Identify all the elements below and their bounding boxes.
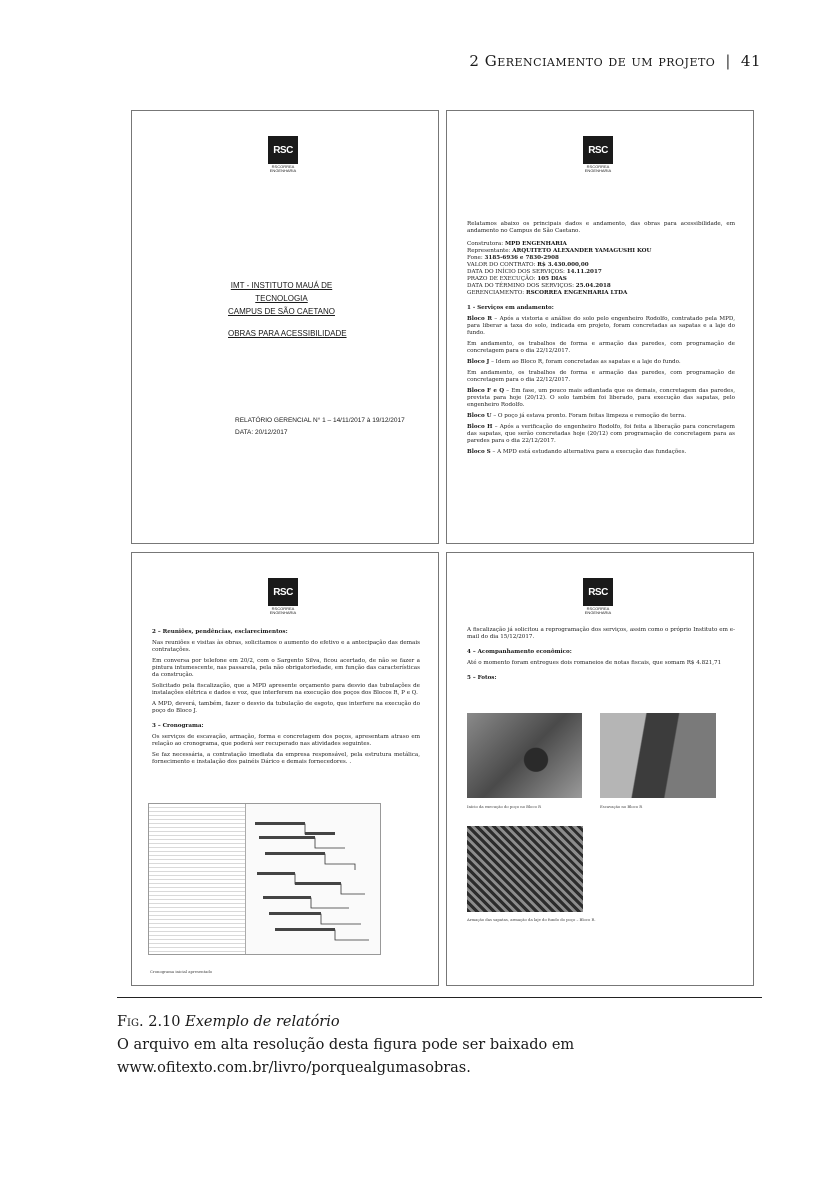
contract-field [467,241,735,248]
service-items [467,316,735,456]
report-date: DATA: 20/12/2017 [235,429,288,436]
construction-photo [467,713,582,798]
contract-field [467,269,735,276]
rsc-logo [583,136,613,174]
service-item [467,424,735,445]
cover-title-line: IMT - INSTITUTO MAUÁ DE [230,281,333,290]
logo-subtitle: RSCORREA ENGENHARIA [269,606,297,615]
field-value: 105 DIAS [537,276,567,282]
cover-subtitle: OBRAS PARA ACESSIBILIDADE [228,329,347,338]
contract-field [467,283,735,290]
field-label: PRAZO DE EXECUÇÃO: [467,276,536,282]
service-item [467,359,735,366]
cover-title-line: CAMPUS DE SÃO CAETANO [228,307,335,316]
item-text: – Após a verificação do engenheiro Rodolfo, foi feita a liberação para concretagem das sapatas, que serão concretadas hoje (20/12) com programação de concretagem para as paredes para o dia 22/12/2017. [467,424,735,444]
field-label: VALOR DO CONTRATO: [467,262,536,268]
figure-label: Fig. 2.10 [117,1014,181,1030]
logo-mark: RSC [268,578,298,606]
paragraph: A MPD, deverá, também, fazer o desvio da tubulação de esgoto, que interfere na execução do poço do Bloco J. [152,701,420,714]
item-text: Em andamento, os trabalhos de forma e armação das paredes, com programação de concretagem para o dia 22/12/2017. [467,341,735,354]
item-label: Bloco U [467,413,492,419]
item-text: – Idem ao Bloco R, foram concretadas as sapatas e a laje do fundo. [489,359,681,365]
paragraph: Até o momento foram entregues dois romaneios de notas fiscais, que somam R$ 4.821,71 [467,660,722,666]
field-label: Representante: [467,248,511,254]
logo-mark: RSC [583,136,613,164]
construction-photo [600,713,716,798]
meetings-text [152,629,420,770]
logo-subtitle: RSCORREA ENGENHARIA [269,164,297,173]
figure-text: O arquivo em alta resolução desta figura pode ser baixado em www.ofitexto.com.br/livro/porquealgumasobras. [117,1037,575,1076]
item-label: Bloco R [467,316,492,322]
field-label: DATA DO INÍCIO DOS SERVIÇOS: [467,269,565,275]
figure-rule [117,997,762,998]
section-heading: 3 – Cronograma: [152,723,204,729]
gantt-bars [245,804,379,954]
field-value: RSCORREA ENGENHARIA LTDA [525,290,628,296]
logo-mark: RSC [583,578,613,606]
rsc-logo [583,578,613,616]
photo-caption: Início da execução do poço no Bloco R [467,804,541,809]
field-label: DATA DO TÉRMINO DOS SERVIÇOS: [467,283,574,289]
field-value: 25.04.2018 [575,283,611,289]
cover-title-line: TECNOLOGIA [255,294,308,303]
photo-caption: Escavação no Bloco R [600,804,643,809]
cover-report-info [235,415,405,439]
economic-text [467,627,735,686]
contract-fields [467,241,735,297]
paragraph: Em conversa por telefone em 20/2, com o Sargento Silva, ficou acertado, de não se fazer a pintura intumescente, nas passarela, pela não obrigatoriedade, em função das características da construção. [152,658,420,678]
contract-field [467,276,735,283]
field-value: ARQUITETO ALEXANDER YAMAGUSHI KOU [512,248,652,254]
figure-title: Exemplo de relatório [185,1014,340,1030]
item-label: Bloco F e Q [467,388,505,394]
field-value: 14.11.2017 [566,269,602,275]
item-label: Bloco S [467,449,491,455]
contract-field [467,248,735,255]
rsc-logo [268,136,298,174]
running-head [469,52,761,70]
item-label: Bloco H [467,424,493,430]
report-page-services [446,110,754,544]
intro-paragraph: Relatamos abaixo os principais dados e andamento, das obras para acessibilidade, em andamento no Campus de São Caetano. [467,221,735,234]
paragraph: Se faz necessária, a contratação imediata da empresa responsável, pela estrutura metálica, fornecimento e instalação dos painéis Dárico e demais fornecedores. . [152,752,420,765]
item-text: – Em fase, um pouco mais adiantada que os demais, concretagem das paredes, prevista para hoje (20/12). O solo também foi liberado, para execução das sapatas, pelo engenheiro Rodolfo. [467,388,735,408]
field-label: Construtora: [467,241,504,247]
gantt-caption: Cronograma inicial apresentado [150,969,213,974]
item-text: – A MPD está estudando alternativa para a execução das fundações. [490,449,687,455]
field-value: MPD ENGENHARIA [504,241,567,247]
item-label: Bloco J [467,359,490,365]
gantt-task-table [149,804,246,954]
photo-caption: Armação das sapatas, armação da laje do fundo do poço – Bloco R. [467,917,596,922]
item-text: Em andamento, os trabalhos de forma e armação das paredes, com programação de concretagem para o dia 22/12/2017. [467,370,735,383]
cover-title [228,279,335,318]
field-label: GERENCIAMENTO: [467,290,525,296]
item-text: – Após a vistoria e análise do solo pelo engenheiro Rodolfo, contratado pela MPD, para liberar a taxa do solo, indicada em projeto, foram concretadas as sapatas e a laje do fundo. [467,316,735,336]
service-item [467,370,735,384]
logo-subtitle: RSCORREA ENGENHARIA [584,164,612,173]
paragraph: Os serviços de escavação, armação, forma e concretagem dos poços, apresentam atraso em relação ao cronograma, que poderá ser recuperado nas atividades seguintes. [152,734,420,747]
service-item [467,449,735,456]
logo-mark: RSC [268,136,298,164]
report-number: RELATÓRIO GERENCIAL N° 1 – 14/11/2017 à 19/12/2017 [235,417,405,424]
field-label: Fone: [467,255,483,261]
rsc-logo [268,578,298,616]
paragraph: Nas reuniões e visitas às obras, solicitamos o aumento do efetivo e a antecipação das demais contratações. [152,640,420,653]
contract-field [467,255,735,262]
field-value: R$ 3.430.000,00 [537,262,589,268]
item-text: – O poço já estava pronto. Foram feitas limpeza e remoção de terra. [491,413,686,419]
page-number: 41 [740,52,761,70]
section-heading: 5 – Fotos: [467,675,497,681]
service-item [467,413,735,420]
section-heading: 2 – Reuniões, pendências, esclarecimentos: [152,629,288,635]
paragraph: Solicitado pela fiscalização, que a MPD apresente orçamento para desvio das tubulações de instalações elétrica e dados e voz, que interferem na execução dos poços dos Blocos R, P e Q. [152,683,420,696]
logo-subtitle: RSCORREA ENGENHARIA [584,606,612,615]
services-text [467,221,735,460]
separator: | [725,52,731,70]
contract-field [467,262,735,269]
report-page-photos [446,552,754,986]
gantt-chart-image [148,803,381,955]
report-page-cover [131,110,439,544]
construction-photo [467,826,583,912]
field-value: 3185-6936 e 7830-2908 [484,255,559,261]
contract-field [467,290,735,297]
paragraph: A fiscalização já solicitou a reprogramação dos serviços, assim como o próprio Instituto em e-mail do dia 15/12/2017. [467,627,735,640]
figure-caption [117,1011,767,1080]
report-page-schedule [131,552,439,986]
service-item [467,388,735,409]
chapter-title: 2 Gerenciamento de um projeto [469,52,716,70]
section-heading: 4 – Acompanhamento econômico: [467,649,572,655]
service-item [467,341,735,355]
service-item [467,316,735,337]
section-heading: 1 - Serviços em andamento: [467,305,554,311]
